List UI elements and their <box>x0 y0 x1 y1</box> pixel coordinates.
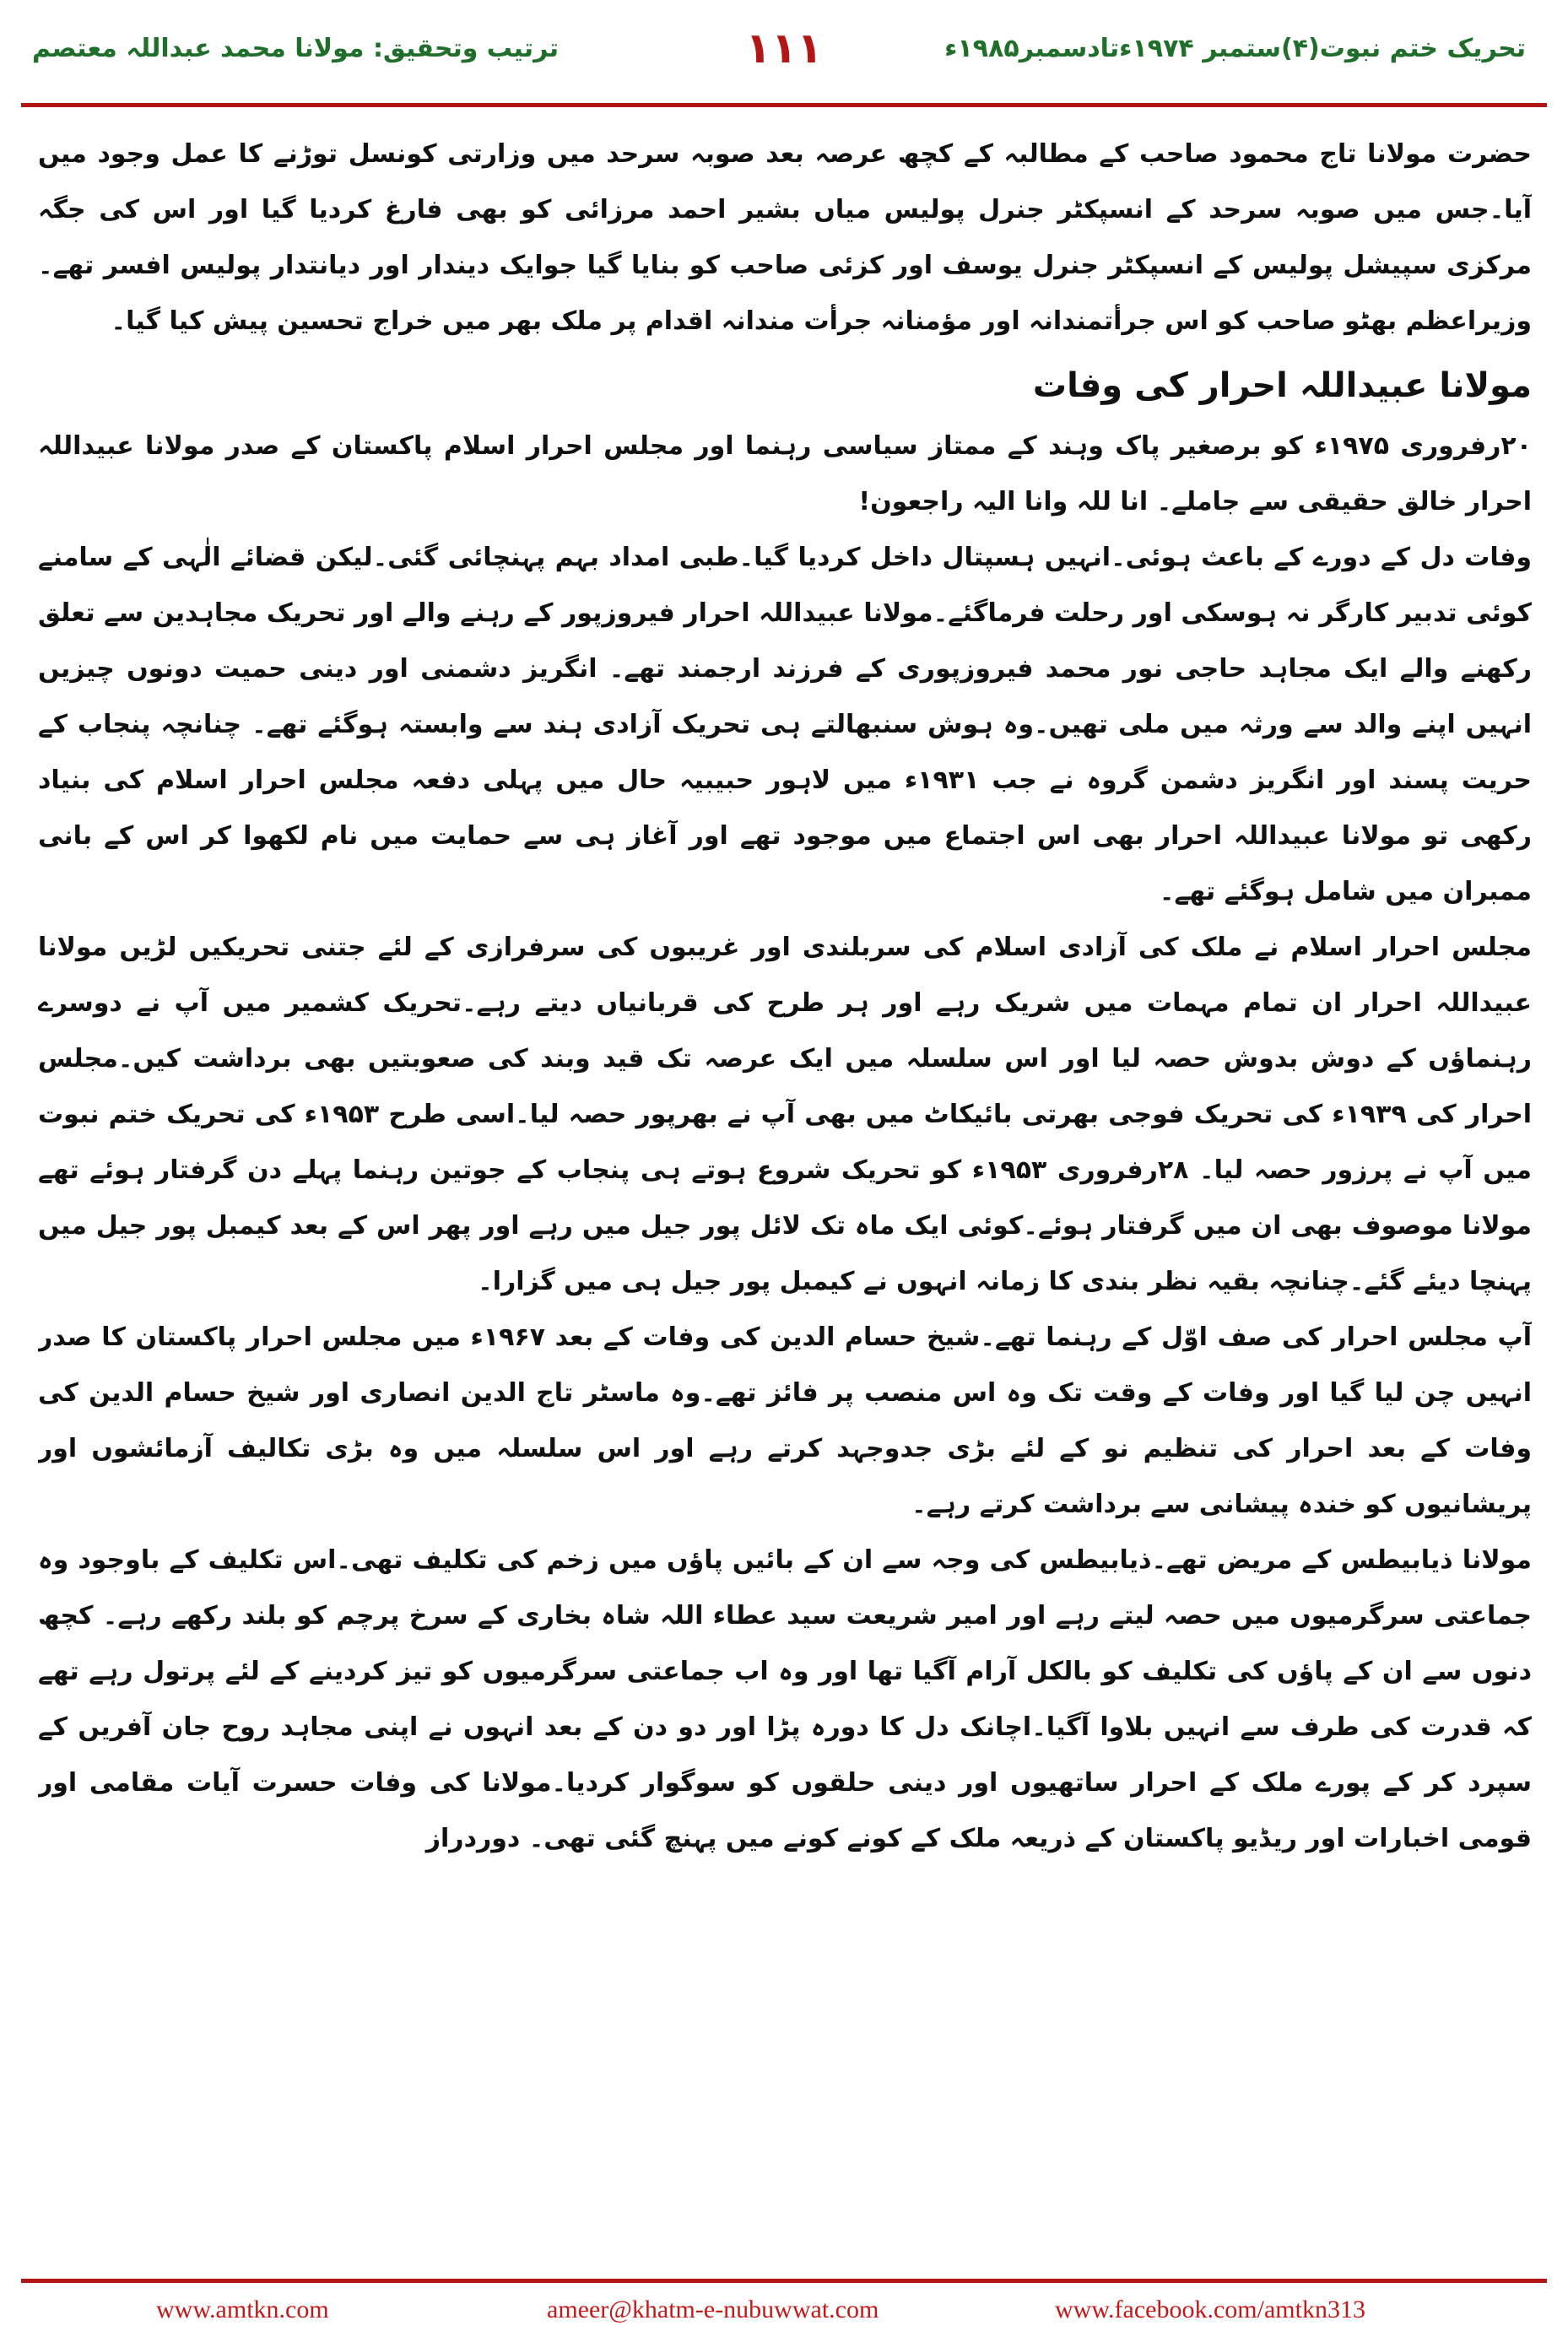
footer-divider <box>21 2279 1547 2283</box>
paragraph-5: آپ مجلس احرار کی صف اوّل کے رہنما تھے۔شیخ حسام الدین کی وفات کے بعد ۱۹۶۷ء میں مجلس احرار پاکستان کا صدر انہیں چن لیا گیا اور وفات کے وقت تک وہ اس منصب پر فائز تھے۔وہ ماسٹر تاج الدین انصاری اور شیخ حسام الدین کی وفات کے بعد احرار کی تنظیم نو کے لئے بڑی جدوجہد کرتے رہے اور اس سلسلہ میں وہ بڑی تکالیف آزمائشوں اور پریشانیوں کو خندہ پیشانی سے برداشت کرتے رہے۔ <box>38 1322 1532 1519</box>
paragraph-3: وفات دل کے دورے کے باعث ہوئی۔انہیں ہسپتال داخل کردیا گیا۔طبی امداد بہم پہنچائی گئی۔لیکن قضائے الٰہی کے سامنے کوئی تدبیر کارگر نہ ہوسکی اور رحلت فرماگئے۔مولانا عبیداللہ احرار فیروزپور کے رہنے والے اور تحریک مجاہدین سے تعلق رکھنے والے ایک مجاہد حاجی نور محمد فیروزپوری کے فرزند ارجمند تھے۔ انگریز دشمنی اور دینی حمیت دونوں چیزیں انہیں اپنے والد سے ورثہ میں ملی تھیں۔وہ ہوش سنبھالتے ہی تحریک آزادی ہند سے وابستہ ہوگئے تھے۔ چنانچہ پنجاب کے حریت پسند اور انگریز دشمن گروہ نے جب ۱۹۳۱ء میں لاہور حبیبیہ حال میں پہلی دفعہ مجلس احرار اسلام کی بنیاد رکھی تو مولانا عبیداللہ احرار بھی اس اجتماع میں موجود تھے اور آغاز ہی سے حمایت میں نام لکھوا کر اس کے بانی ممبران میں شامل ہوگئے تھے۔ <box>38 543 1532 906</box>
paragraph-6: مولانا ذیابیطس کے مریض تھے۔ذیابیطس کی وجہ سے ان کے بائیں پاؤں میں زخم کی تکلیف تھی۔اس تکلیف کے باوجود وہ جماعتی سرگرمیوں میں حصہ لیتے رہے اور امیر شریعت سید عطاء اللہ شاہ بخاری کے سرخ پرچم کو بلند رکھے رہے۔ کچھ دنوں سے ان کے پاؤں کی تکلیف کو بالکل آرام آگیا تھا اور وہ اب جماعتی سرگرمیوں کو تیز کردینے کے لئے پرتول رہے تھے کہ قدرت کی طرف سے انہیں بلاوا آگیا۔اچانک دل کا دورہ پڑا اور دو دن کے بعد انہوں نے اپنی مجاہد روح جان آفریں کے سپرد کر کے پورے ملک کے احرار ساتھیوں اور دینی حلقوں کو سوگوار کردیا۔مولانا کی وفات حسرت آیات مقامی اور قومی اخبارات اور ریڈیو پاکستان کے ذریعہ ملک کے کونے کونے میں پہنچ گئی تھی۔ دوردراز <box>38 1545 1532 1853</box>
running-title: تحریک ختم نبوت(۴)ستمبر ۱۹۷۴ءتادسمبر۱۹۸۵ء <box>944 34 1526 63</box>
website-link[interactable]: www.amtkn.com <box>156 2296 329 2323</box>
paragraph-4: مجلس احرار اسلام نے ملک کی آزادی اسلام کی سربلندی اور غریبوں کی سرفرازی کے لئے جتنی تحریکیں لڑیں مولانا عبیداللہ احرار ان تمام مہمات میں شریک رہے اور ہر طرح کی قربانیاں دیتے رہے۔تحریک کشمیر میں آپ نے دوسرے رہنماؤں کے دوش بدوش حصہ لیا اور اس سلسلہ میں ایک عرصہ تک قید وبند کی صعوبتیں بھی برداشت کیں۔مجلس احرار کی ۱۹۳۹ء کی تحریک فوجی بھرتی بائیکاٹ میں بھی آپ نے بھرپور حصہ لیا۔اسی طرح ۱۹۵۳ء کی تحریک ختم نبوت میں آپ نے پرزور حصہ لیا۔ ۲۸رفروری ۱۹۵۳ء کو تحریک شروع ہوتے ہی پنجاب کے جوتین رہنما پہلے دن گرفتار ہوئے تھے مولانا موصوف بھی ان میں گرفتار ہوئے۔کوئی ایک ماہ تک لائل پور جیل میں رہے اور پھر اس کے بعد کیمبل پور جیل میں پہنچا دیئے گئے۔چنانچہ بقیہ نظر بندی کا زمانہ انہوں نے کیمبل پور جیل ہی میں گزارا۔ <box>38 933 1532 1296</box>
paragraph-1: حضرت مولانا تاج محمود صاحب کے مطالبہ کے کچھ عرصہ بعد صوبہ سرحد میں وزارتی کونسل توڑنے کا عمل وجود میں آیا۔جس میں صوبہ سرحد کے انسپکٹر جنرل پولیس میاں بشیر احمد مرزائی کو بھی فارغ کردیا گیا اور اس کی جگہ مرکزی سپیشل پولیس کے انسپکٹر جنرل یوسف اور کزئی صاحب کو بنایا گیا جوایک دیندار اور دیانتدار پولیس افسر تھے۔ وزیراعظم بھٹو صاحب کو اس جرأتمندانہ اور مؤمنانہ جرأت مندانہ اقدام پر ملک بھر میں خراج تحسین پیش کیا گیا۔ <box>38 139 1532 336</box>
page-header <box>0 0 1568 110</box>
page-number: ۱۱۱ <box>745 24 823 73</box>
paragraph-2 <box>38 419 1532 530</box>
facebook-link[interactable]: www.facebook.com/amtkn313 <box>1055 2296 1365 2323</box>
page-content <box>38 127 1532 2296</box>
header-divider <box>21 103 1547 107</box>
email-link[interactable]: ameer@khatm-e-nubuwwat.com <box>547 2296 879 2323</box>
quranic-phrase: انا للہ وانا الیہ راجعون! <box>858 487 1149 517</box>
section-heading: مولانا عبیداللہ احرار کی وفات <box>1032 366 1532 405</box>
compiler-credit: ترتیب وتحقیق: مولانا محمد عبداللہ معتصم <box>32 34 559 63</box>
paragraph-2-text: ۲۰رفروری ۱۹۷۵ء کو برصغیر پاک وہند کے ممتاز سیاسی رہنما اور مجلس احرار اسلام پاکستان کے صدر مولانا عبیداللہ احرار خالق حقیقی سے جاملے۔ <box>38 431 1532 517</box>
page-footer <box>0 2279 1568 2342</box>
